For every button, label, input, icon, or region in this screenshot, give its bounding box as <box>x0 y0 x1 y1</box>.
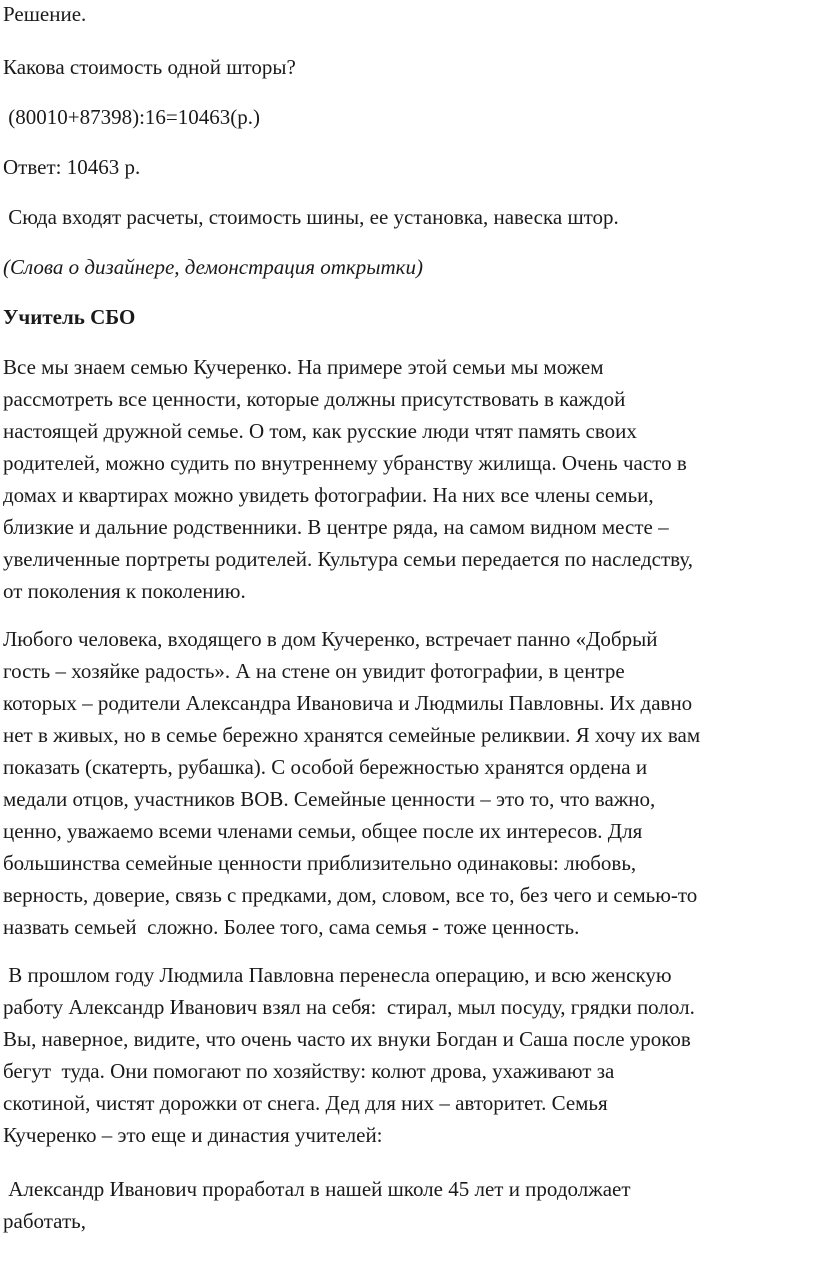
paragraph-line: Вы, наверное, видите, что очень часто их внуки Богдан и Саша после уроков <box>3 1027 691 1051</box>
paragraph-line: нет в живых, но в семье бережно хранятся семейные реликвии. Я хочу их вам <box>3 723 701 747</box>
paragraph-line: работу Александр Иванович взял на себя: стирал, мыл посуду, грядки полол. <box>3 995 695 1019</box>
paragraph-line: большинства семейные ценности приблизительно одинаковы: любовь, <box>3 851 637 875</box>
paragraph-line: родителей, можно судить по внутреннему убранству жилища. Очень часто в <box>3 451 687 475</box>
speaker-heading: Учитель СБО <box>3 305 136 329</box>
paragraph-line: домах и квартирах можно увидеть фотографии. На них все члены семьи, <box>3 483 654 507</box>
paragraph-line: назвать семьей сложно. Более того, сама семья - тоже ценность. <box>3 915 580 939</box>
paragraph-line: гость – хозяйке радость». А на стене он увидит фотографии, в центре <box>3 659 625 683</box>
calculation-line: (80010+87398):16=10463(р.) <box>3 105 260 129</box>
answer-line: Ответ: 10463 р. <box>3 155 141 179</box>
paragraph-line: близкие и дальние родственники. В центре ряда, на самом видном месте – <box>3 515 669 539</box>
paragraph-line: показать (скатерть, рубашка). С особой бережностью хранятся ордена и <box>3 755 648 779</box>
paragraph-line: бегут туда. Они помогают по хозяйству: колют дрова, ухаживают за <box>3 1059 615 1083</box>
paragraph-line: от поколения к поколению. <box>3 579 246 603</box>
question-line: Какова стоимость одной шторы? <box>3 55 296 79</box>
paragraph-line: рассмотреть все ценности, которые должны присутствовать в каждой <box>3 387 626 411</box>
paragraph-line: работать, <box>3 1209 86 1233</box>
paragraph-line: Любого человека, входящего в дом Кучеренко, встречает панно «Добрый <box>3 627 658 651</box>
paragraph-line: Александр Иванович проработал в нашей школе 45 лет и продолжает <box>3 1177 631 1201</box>
paragraph-line: верность, доверие, связь с предками, дом, словом, все то, без чего и семью-то <box>3 883 698 907</box>
stage-note: (Слова о дизайнере, демонстрация открытки) <box>3 255 423 279</box>
paragraph-line: увеличенные портреты родителей. Культура семьи передается по наследству, <box>3 547 693 571</box>
paragraph-line: В прошлом году Людмила Павловна перенесла операцию, и всю женскую <box>3 963 672 987</box>
paragraph-line: ценно, уважаемо всеми членами семьи, общее после их интересов. Для <box>3 819 643 843</box>
paragraph-line: медали отцов, участников ВОВ. Семейные ценности – это то, что важно, <box>3 787 656 811</box>
paragraph-line: Все мы знаем семью Кучеренко. На примере этой семьи мы можем <box>3 355 604 379</box>
paragraph-line: скотиной, чистят дорожки от снега. Дед для них – авторитет. Семья <box>3 1091 608 1115</box>
paragraph-line: Кучеренко – это еще и династия учителей: <box>3 1123 383 1147</box>
includes-line: Сюда входят расчеты, стоимость шины, ее установка, навеска штор. <box>3 205 619 229</box>
paragraph-line: настоящей дружной семье. О том, как русские люди чтят память своих <box>3 419 637 443</box>
paragraph-line: которых – родители Александра Ивановича и Людмилы Павловны. Их давно <box>3 691 693 715</box>
solution-heading: Решение. <box>3 2 87 26</box>
